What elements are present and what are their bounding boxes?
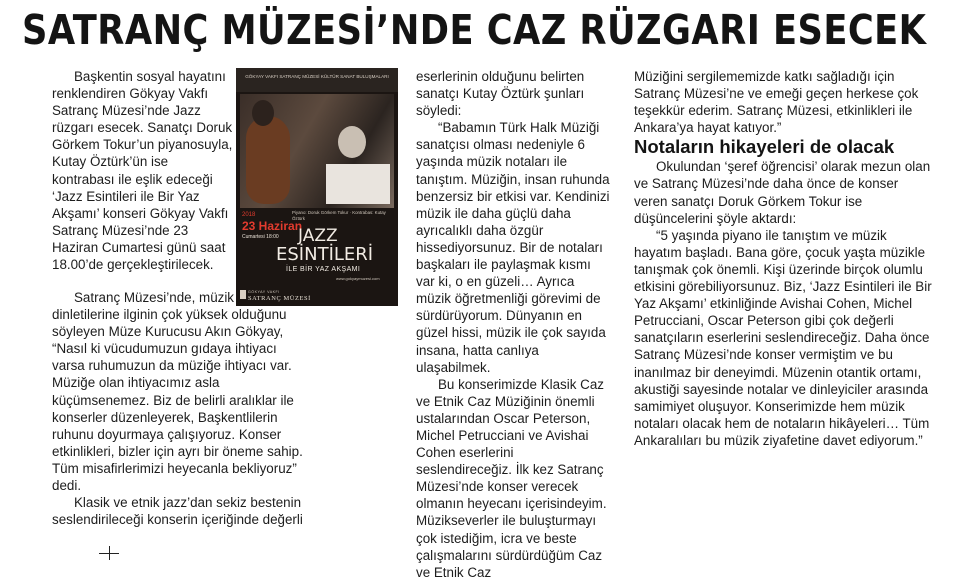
poster-org-top: GÖKYAY VAKFI [248, 290, 280, 294]
article-column-1-lower [52, 289, 304, 528]
article-column-1 [52, 68, 234, 273]
poster-performers: Piyano: Doruk Görkem Tokur · Kontrabas: Kutay Öztürk [292, 210, 386, 221]
paragraph-kutay-intro: eserlerinin olduğunu belirten sanatçı Kutay Öztürk şunları söyledi: [416, 69, 585, 119]
paragraph-klasik-etnik: Klasik ve etnik jazz’dan sekiz bestenin seslendirileceği konserin içeriğinde değerli [52, 495, 303, 528]
poster-header-band [236, 68, 398, 92]
poster-title-esintileri: ESİNTİLERİ [276, 244, 374, 265]
poster-subtitle: İLE BİR YAZ AKŞAMI [286, 266, 361, 273]
double-bass-shape [246, 116, 290, 204]
subheading: Notaların hikayeleri de olacak [634, 136, 895, 158]
concert-poster-image [236, 68, 398, 306]
crop-mark [99, 546, 119, 560]
poster-title-jazz: JAZZ [298, 226, 338, 246]
paragraph-thanks: Müziğini sergilememizde katkı sağladığı için Satranç Müzesi’ne ve emeği geçen herkese çok teşekkür ederim. Satranç Müzesi, etkinlikleri ile Ankara’ya hayat katıyor.” [634, 69, 919, 136]
crop-mark-vertical [109, 546, 110, 560]
bassist-figure [252, 100, 274, 126]
paragraph-intro: Başkentin sosyal hayatını renklendiren Gökyay Vakfı Satranç Müzesi’nde Jazz rüzgarı esecek. Sanatçı Doruk Görkem Tokur’un piyanosuyla, Kutay Öztürk’ün ise kontrabası ile eşlik edeceği ‘Jazz Esintileri ile Bir Yaz Akşamı’ konseri Gökyay Vakfı Satranç Müzesi’nde 23 Haziran Cumartesi günü saat 18.00’de gerçekleştirilecek. [52, 69, 233, 273]
paragraph-doruk-intro: Okulundan ‘şeref öğrencisi’ olarak mezun olan ve Satranç Müzesi’nde daha önce de konser veren sanatçı Doruk Görkem Tokur ise düşüncelerini şöyle aktardı: [634, 159, 931, 226]
poster-day: Cumartesi 18:00 [242, 234, 279, 240]
poster-top-text: GÖKYAY VAKFI SATRANÇ MÜZESİ KÜLTÜR SANAT BULUŞMALARI [245, 74, 389, 79]
poster-year: 2018 [242, 212, 256, 218]
paragraph-doruk-quote: “5 yaşında piyano ile tanıştım ve müzik hayatım başladı. Bana göre, çocuk yaşta müzikle tanışmak çok önemli. Kişi üzerinde birçok olumlu etkisini görebiliyorsunuz. Biz, ‘Jazz Esintileri ile Bir Yaz Akşamı’ etkinliğinde Avishai Cohen, Michel Petrucciani, Oscar Peterson gibi çok değerli sanatçıların eserlerini seslendireceğiz. Daha önce Satranç Müzesi’nde konser vermiştim ve bu inanılmaz bir deneyimdi. Müzenin otantik ortamı, akustiği sayesinde notalar ve dinleyiciler arasında samimiyet oluşuyor. Konserimizde hem müzik notaları olacak hem de notaların hikâyeleri… Tüm Ankaralıları bu müzik ziyafetine davet ediyorum.” [634, 227, 932, 448]
piano-shape [326, 164, 390, 204]
poster-date: 23 Haziran [242, 219, 303, 233]
headline: SATRANÇ MÜZESİ’NDE CAZ RÜZGARI ESECEK [22, 6, 927, 54]
poster-url: www.gokyaymuzesi.com [336, 276, 380, 281]
pianist-figure [338, 126, 366, 158]
paragraph-konser: Bu konserimizde Klasik Caz ve Etnik Caz Müziğinin önemli ustalarından Oscar Peterson, Michel Petrucciani ve Avishai Cohen eserlerini seslendireceğiz. İlk kez Satranç Müzesi’nde konser verecek olmanın heyecanı içerisindeyim. Müzikseverler ile buluşturmayı çok istediğim, icra ve beste çalışmalarını sürdürdüğüm Caz ve Etnik Caz [416, 376, 607, 580]
paragraph-kutay-quote: “Babamın Türk Halk Müziği sanatçısı olması nedeniyle 6 yaşında müzik notaları ile tanıştım. Müziğin, insan ruhunda benzersiz bir etkisi var. Kendinizi müzik ile daha güçlü daha ayrıcalıklı daha özgür hissediyorsunuz. Bir de notaları başkaları ile paylaşmak kısmı var ki, o en güzeli… Ayrıca müzik öğretmenliği görevimi de sürdürüyorum. Dünyanın en güzel hissi, müzik ile çok sayıda insana, hatta canlıya ulaşabilmek. [416, 120, 610, 375]
article-column-3 [416, 68, 612, 581]
poster-org-bottom: SATRANÇ MÜZESİ [248, 295, 311, 302]
paragraph-akin-gokyay: Satranç Müzesi’nde, müzik dinletilerine ilginin çok yüksek olduğunu söyleyen Müze Kurucusu Akın Gökyay, “Nasıl ki vücudumuzun gıdaya ihtiyacı varsa ruhumuzun da müziğe ihtiyacı var. Müziğe olan ihtiyacımız asla küçümsenemez. Biz de belirli aralıklar ile konserler düzenleyerek, Başkentlilerin ruhunu doyurmaya çalışıyoruz. Konser etkinlikleri, bizler için ayrı bir öneme sahip. Tüm misafirlerimizi heyecanla bekliyoruz” dedi. [52, 290, 303, 494]
article-column-4 [634, 68, 934, 449]
